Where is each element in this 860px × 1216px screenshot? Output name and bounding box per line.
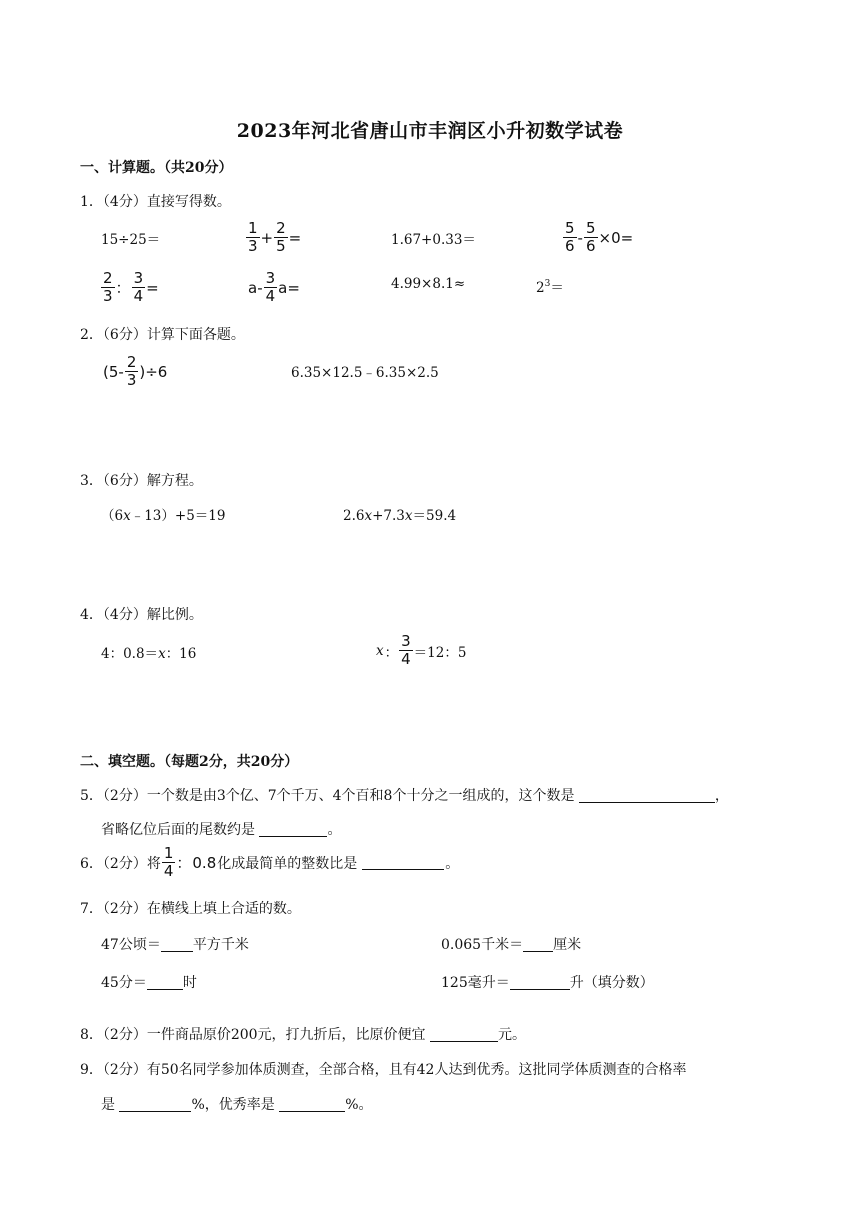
fraction: $\frac{3}{4}$ — [265, 269, 276, 305]
q2-item-b: 6.35×12.5﹣6.35×2.5 — [291, 365, 439, 381]
question-5-line2: 省略亿位后面的尾数约是 。 — [101, 822, 342, 838]
answer-blank[interactable] — [510, 975, 570, 990]
question-9-line2: 是 %，优秀率是 %。 — [101, 1097, 373, 1113]
answer-blank[interactable] — [147, 975, 183, 990]
question-1-stem: 1．（4分）直接写得数。 — [80, 194, 231, 210]
q4-item-a: 4：0.8＝x：16 — [101, 646, 197, 662]
answer-blank[interactable] — [119, 1097, 191, 1112]
answer-blank[interactable] — [579, 788, 715, 803]
q3-item-a: （6x﹣13）+5＝19 — [101, 508, 226, 524]
fraction: $\frac{3}{4}$ — [401, 632, 411, 668]
section-heading-fill-blank: 二、填空题。（每题2分，共20分） — [80, 754, 299, 770]
answer-blank[interactable] — [523, 937, 553, 952]
q7-item-c: 45分＝ 时 — [101, 975, 197, 991]
answer-blank[interactable] — [430, 1027, 498, 1042]
q1-item-e: $\frac{2}{3}$ ： $\frac{3}{4}$ = — [103, 269, 159, 305]
q2-item-a: (5- $\frac{2}{3}$ )÷6 — [103, 353, 168, 389]
fraction: $\frac{2}{5}$ — [276, 219, 286, 255]
q4-item-b: x ： $\frac{3}{4}$ ＝12：5 — [376, 632, 467, 668]
fraction: $\frac{3}{4}$ — [133, 269, 144, 305]
q3-item-b: 2.6x+7.3x＝59.4 — [343, 508, 457, 524]
fraction: $\frac{2}{3}$ — [126, 353, 137, 389]
page-title: 2023年河北省唐山市丰润区小升初数学试卷 — [236, 120, 624, 142]
q1-item-a: 15÷25＝ — [101, 232, 161, 248]
fraction: $\frac{1}{4}$ — [163, 844, 174, 880]
question-5-line1: 5．（2分）一个数是由3个亿、7个千万、4个百和8个十分之一组成的，这个数是 ， — [80, 788, 729, 804]
fraction: $\frac{5}{6}$ — [565, 219, 575, 255]
answer-blank[interactable] — [279, 1097, 345, 1112]
answer-blank[interactable] — [362, 855, 444, 870]
question-3-stem: 3．（6分）解方程。 — [80, 473, 203, 489]
q1-item-c: 1.67+0.33＝ — [391, 232, 476, 248]
question-9-line1: 9．（2分）有50名同学参加体质测查，全部合格，且有42人达到优秀。这批同学体质测查的合格率 — [80, 1062, 687, 1078]
q7-item-a: 47公顷＝ 平方千米 — [101, 937, 249, 953]
fraction: $\frac{1}{3}$ — [248, 219, 258, 255]
answer-blank[interactable] — [259, 822, 327, 837]
q7-item-d: 125毫升＝ 升（填分数） — [441, 975, 654, 991]
section-heading-calculation: 一、计算题。（共20分） — [80, 160, 233, 176]
answer-blank[interactable] — [161, 937, 193, 952]
q1-item-b: $\frac{1}{3}$ + $\frac{2}{5}$ = — [248, 219, 302, 255]
q1-item-d: $\frac{5}{6}$ - $\frac{5}{6}$ ×0= — [565, 219, 634, 255]
q1-item-h: $2^3=$ — [536, 279, 564, 296]
question-2-stem: 2．（6分）计算下面各题。 — [80, 327, 245, 343]
question-7-stem: 7．（2分）在横线上填上合适的数。 — [80, 901, 301, 917]
q7-item-b: 0.065千米＝ 厘米 — [441, 937, 582, 953]
question-4-stem: 4．（4分）解比例。 — [80, 607, 203, 623]
question-8: 8．（2分）一件商品原价200元，打九折后，比原价便宜 元。 — [80, 1027, 526, 1043]
q1-item-g: 4.99×8.1≈ — [391, 276, 466, 292]
fraction: $\frac{5}{6}$ — [585, 219, 596, 255]
fraction: $\frac{2}{3}$ — [103, 269, 113, 305]
q1-item-f: a- $\frac{3}{4}$ a= — [248, 269, 300, 305]
question-6: 6．（2分）将 $\frac{1}{4}$ ： 0.8 化成最简单的整数比是 。 — [80, 844, 460, 880]
